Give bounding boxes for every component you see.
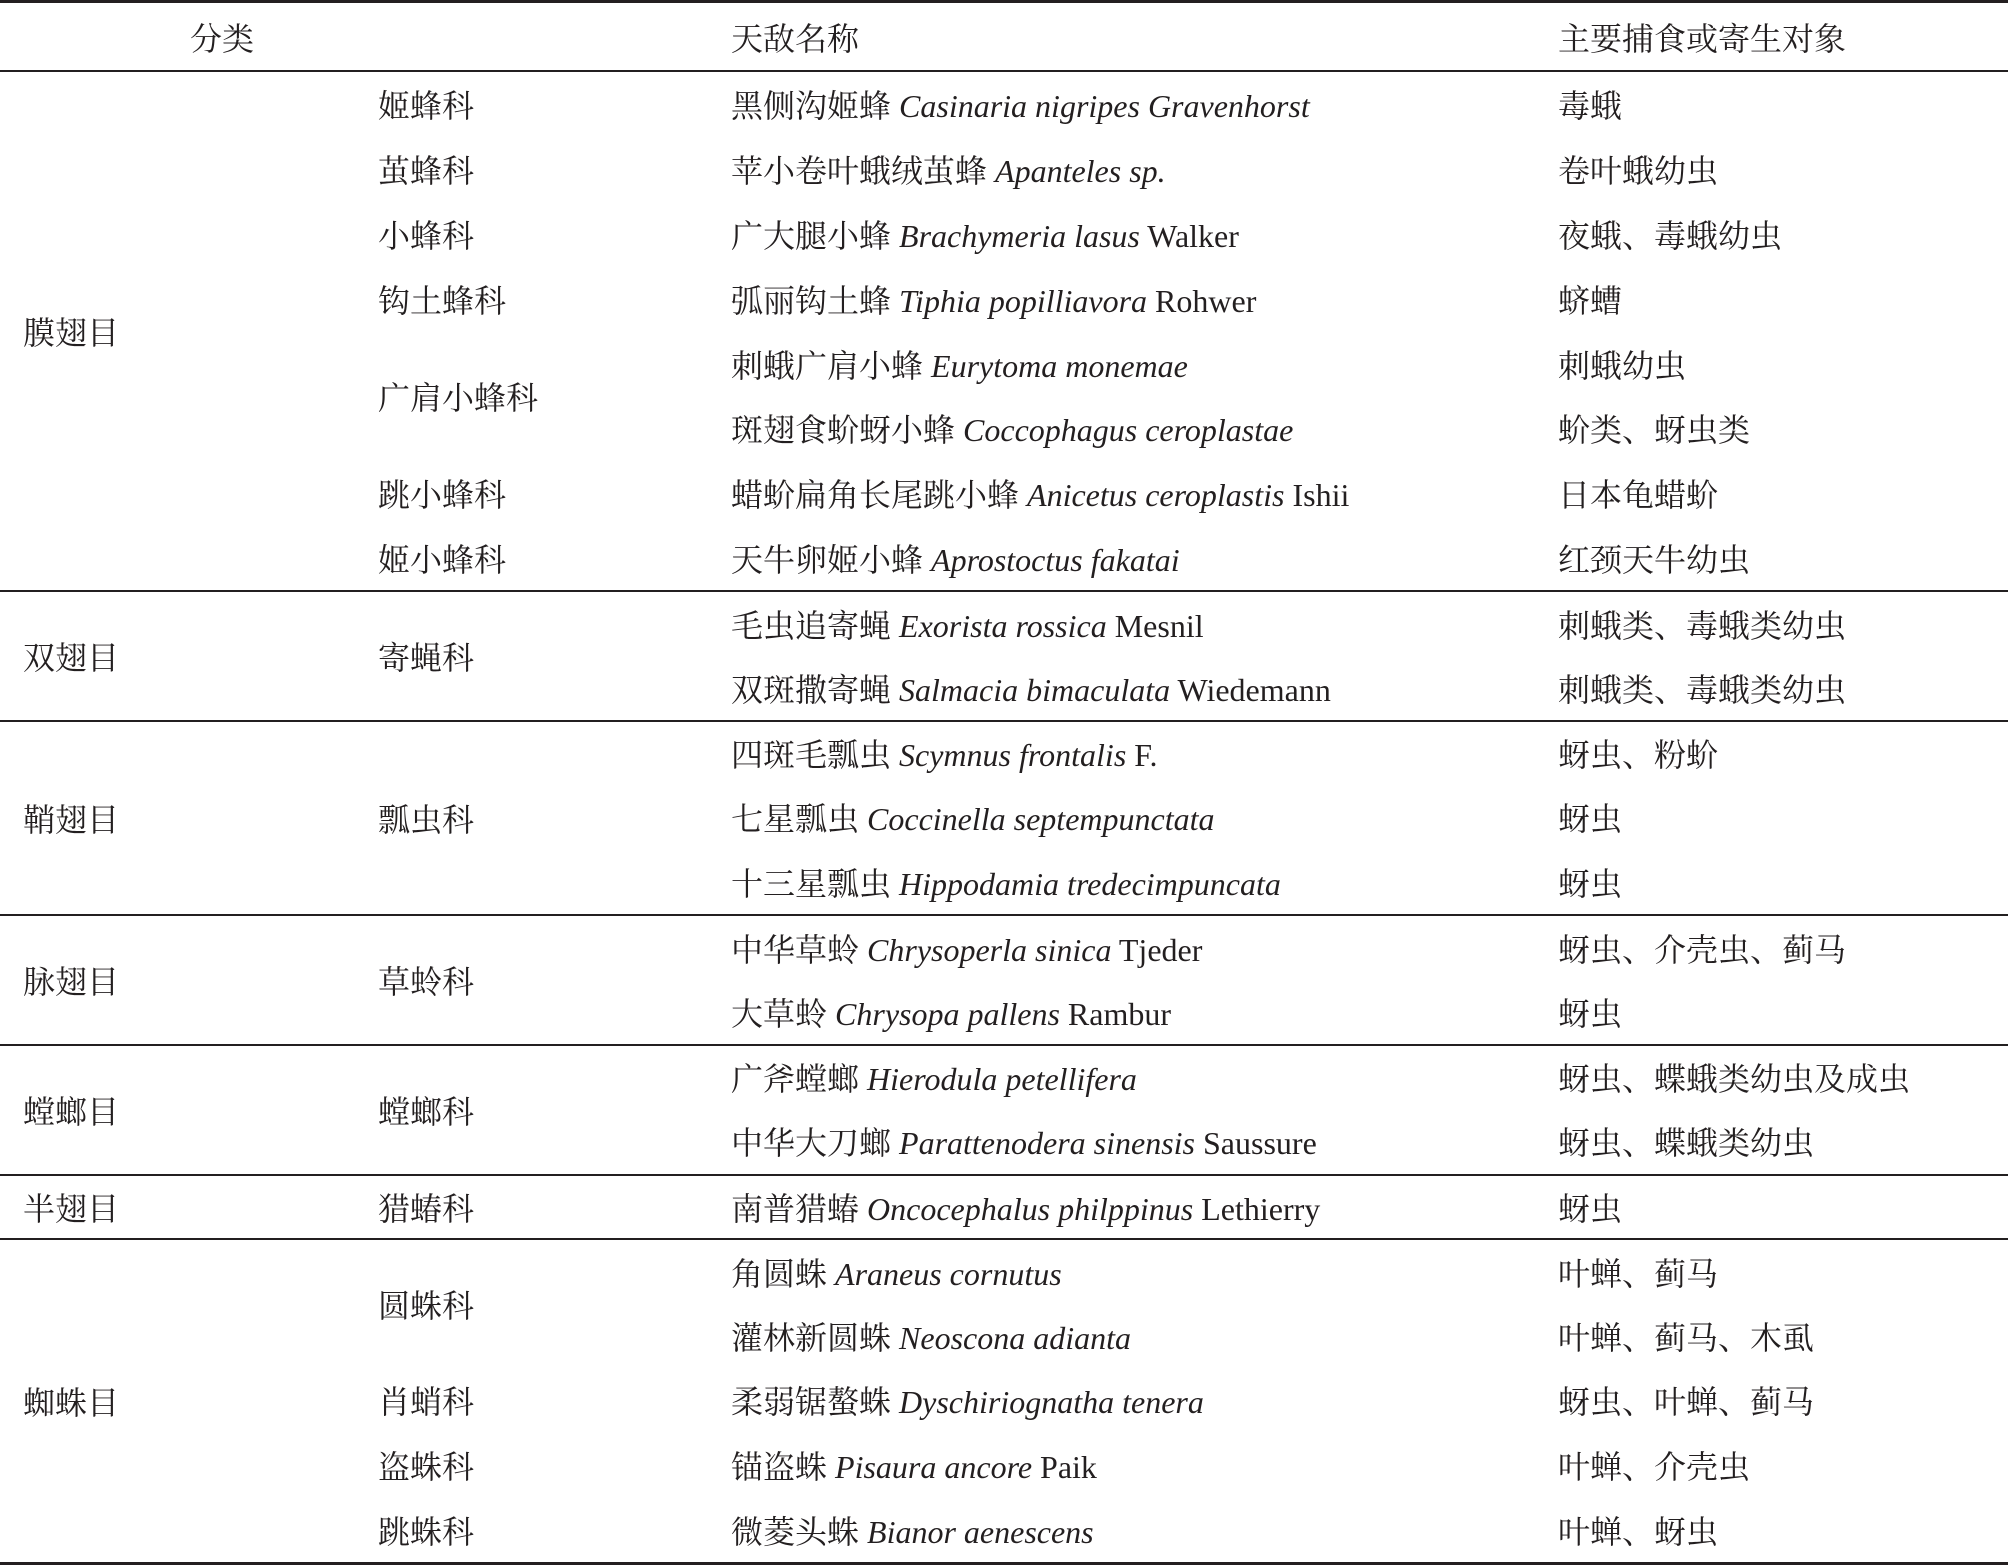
enemy-chinese-name: 刺蛾广肩小蜂 [731, 347, 924, 384]
family-cell: 寄蝇科 [355, 590, 708, 720]
enemy-name [731, 1118, 1317, 1164]
family-cell: 钩土蜂科 [378, 282, 507, 319]
enemy-name [731, 925, 1202, 971]
enemy-latin-name: Chrysopa pallens [835, 995, 1060, 1032]
target-cell: 蚜虫 [1558, 865, 1623, 902]
enemy-chinese-name: 七星瓢虫 [731, 801, 860, 838]
enemy-name [731, 1249, 1062, 1295]
enemy-name-cell [708, 655, 1535, 720]
family-cell: 肖蛸科 [378, 1384, 475, 1421]
enemy-latin-name: Coccinella septempunctata [867, 801, 1215, 838]
target-cell: 夜蛾、毒蛾幼虫 [1558, 217, 1783, 254]
enemy-name-cell [708, 850, 1535, 915]
target-cell: 蚜虫、叶蝉、蓟马 [1558, 1384, 1815, 1421]
enemy-name [731, 730, 1158, 776]
enemy-latin-name: Chrysoperla sinica [867, 931, 1112, 968]
enemy-name [731, 81, 1310, 127]
enemy-name [731, 146, 1166, 192]
enemy-latin-name: Tiphia popilliavora [899, 282, 1148, 319]
order-cell: 蜘蛛目 [0, 1238, 355, 1562]
enemy-name [731, 211, 1239, 257]
enemy-chinese-name: 广大腿小蜂 [731, 217, 892, 254]
target-cell: 蚜虫、介壳虫、蓟马 [1535, 914, 2008, 979]
enemy-latin-name: Hippodamia tredecimpuncata [899, 865, 1281, 902]
enemy-name-cell [708, 1044, 1535, 1109]
enemy-author: Walker [1147, 217, 1239, 254]
enemy-name [731, 859, 1281, 905]
header-category: 分类 [0, 3, 708, 72]
target-cell: 卷叶蛾幼虫 [1558, 153, 1719, 190]
enemy-chinese-name: 中华草蛉 [731, 931, 860, 968]
family-cell: 螳螂科 [355, 1044, 708, 1174]
target-cell: 蚧类、蚜虫类 [1558, 412, 1751, 449]
enemy-name [731, 1054, 1137, 1100]
enemy-latin-name: Neoscona adianta [899, 1319, 1131, 1356]
enemy-author: Paik [1040, 1449, 1097, 1486]
enemy-author: Tjeder [1118, 931, 1203, 968]
enemy-chinese-name: 柔弱锯螯蛛 [731, 1384, 892, 1421]
enemy-name [731, 470, 1349, 516]
target-cell: 日本龟蜡蚧 [1558, 477, 1719, 514]
enemy-latin-name: Hierodula petellifera [867, 1061, 1137, 1098]
family-cell: 茧蜂科 [378, 153, 475, 190]
enemy-name-cell [708, 1303, 1535, 1368]
enemy-latin-name: Oncocephalus philppinus [867, 1190, 1194, 1227]
target-cell: 蚜虫 [1535, 1174, 2008, 1239]
enemy-name-cell [708, 202, 1535, 267]
family-cell: 盗蛛科 [378, 1449, 475, 1486]
target-cell: 刺蛾幼虫 [1558, 347, 1687, 384]
enemy-name [731, 1313, 1131, 1359]
enemy-latin-name: Pisaura ancore [835, 1449, 1033, 1486]
target-cell: 蚜虫、蝶蛾类幼虫 [1558, 1125, 1815, 1162]
enemy-name-cell [708, 1368, 1535, 1433]
enemy-latin-name: Araneus cornutus [835, 1255, 1062, 1292]
enemy-chinese-name: 广斧螳螂 [731, 1061, 860, 1098]
enemy-name-cell [708, 590, 1535, 655]
target-cell: 毒蛾 [1558, 88, 1623, 125]
enemy-author: F. [1134, 737, 1158, 774]
enemy-chinese-name: 中华大刀螂 [731, 1125, 892, 1162]
order-cell: 脉翅目 [0, 914, 355, 1044]
family-cell: 圆蛛科 [355, 1238, 708, 1368]
enemy-chinese-name: 微菱头蛛 [731, 1513, 860, 1550]
enemy-latin-name: Eurytoma monemae [931, 347, 1188, 384]
target-cell: 刺蛾类、毒蛾类幼虫 [1535, 590, 2008, 655]
enemy-latin-name: Parattenodera sinensis [899, 1125, 1195, 1162]
enemy-latin-name: Exorista rossica [899, 607, 1107, 644]
enemy-name [731, 794, 1214, 840]
enemy-latin-name: Anicetus ceroplastis [1027, 477, 1285, 514]
enemy-chinese-name: 斑翅食蚧蚜小蜂 [731, 412, 956, 449]
enemy-name [731, 665, 1331, 711]
enemy-author: Rohwer [1155, 282, 1257, 319]
enemy-author: Lethierry [1201, 1190, 1321, 1227]
enemy-name [731, 341, 1188, 387]
enemy-name-cell [708, 1174, 1535, 1239]
enemy-name [731, 1377, 1204, 1423]
enemy-latin-name: Casinaria nigripes Gravenhorst [899, 88, 1310, 125]
enemy-name-cell [708, 137, 1535, 202]
target-cell: 叶蝉、介壳虫 [1558, 1449, 1751, 1486]
enemy-name [731, 989, 1171, 1035]
enemy-author: Ishii [1292, 477, 1350, 514]
enemy-name-cell [708, 396, 1535, 461]
enemy-latin-name: Dyschiriognatha tenera [899, 1384, 1204, 1421]
order-cell: 双翅目 [0, 590, 355, 720]
enemy-latin-name: Salmacia bimaculata [899, 671, 1171, 708]
enemy-chinese-name: 双斑撒寄蝇 [731, 671, 892, 708]
target-cell: 蚜虫 [1558, 801, 1623, 838]
enemy-name-cell [708, 266, 1535, 331]
enemy-name-cell [708, 526, 1535, 591]
enemy-name-cell [708, 331, 1535, 396]
enemy-name [731, 601, 1204, 647]
target-cell: 叶蝉、蓟马、木虱 [1558, 1319, 1815, 1356]
enemy-name-cell [708, 720, 1535, 785]
enemy-name [731, 276, 1256, 322]
enemy-name-cell [708, 72, 1535, 137]
header-target: 主要捕食或寄生对象 [1535, 3, 2008, 72]
order-cell: 膜翅目 [23, 315, 120, 352]
enemy-name [731, 1507, 1094, 1553]
enemy-name-cell [708, 979, 1535, 1044]
enemy-chinese-name: 天牛卵姬小蜂 [731, 541, 924, 578]
target-cell: 蛴螬 [1558, 282, 1623, 319]
enemy-latin-name: Apanteles sp. [995, 153, 1166, 190]
header-enemy-name: 天敌名称 [708, 3, 1535, 72]
enemy-chinese-name: 苹小卷叶蛾绒茧蜂 [731, 153, 988, 190]
enemy-chinese-name: 黑侧沟姬蜂 [731, 88, 892, 125]
enemy-latin-name: Brachymeria lasus [899, 217, 1140, 254]
enemy-name-cell [708, 1498, 1535, 1563]
target-cell: 叶蝉、蚜虫 [1558, 1513, 1719, 1550]
enemy-latin-name: Scymnus frontalis [899, 737, 1127, 774]
enemy-chinese-name: 南普猎蝽 [731, 1190, 860, 1227]
enemy-name-cell [708, 1433, 1535, 1498]
enemy-name-cell [708, 461, 1535, 526]
family-cell: 小蜂科 [378, 217, 475, 254]
enemy-chinese-name: 大草蛉 [731, 995, 828, 1032]
enemy-author: Rambur [1067, 995, 1171, 1032]
enemy-chinese-name: 角圆蛛 [731, 1255, 828, 1292]
enemy-name [731, 1184, 1320, 1230]
enemy-latin-name: Coccophagus ceroplastae [963, 412, 1294, 449]
enemy-chinese-name: 四斑毛瓢虫 [731, 737, 892, 774]
target-cell: 叶蝉、蓟马 [1535, 1238, 2008, 1303]
enemy-name-cell [708, 1238, 1535, 1303]
enemy-chinese-name: 锚盗蛛 [731, 1449, 828, 1486]
order-cell: 鞘翅目 [0, 720, 355, 914]
enemy-latin-name: Aprostoctus fakatai [931, 541, 1180, 578]
enemy-name [731, 535, 1180, 581]
enemy-name-cell [708, 1109, 1535, 1174]
target-cell: 红颈天牛幼虫 [1558, 541, 1751, 578]
target-cell: 蚜虫 [1558, 995, 1623, 1032]
family-cell: 跳蛛科 [378, 1513, 475, 1550]
enemy-author: Saussure [1203, 1125, 1317, 1162]
family-cell: 姬蜂科 [378, 88, 475, 125]
family-cell: 瓢虫科 [355, 720, 708, 914]
target-cell: 蚜虫、粉蚧 [1535, 720, 2008, 785]
enemy-name-cell [708, 785, 1535, 850]
target-cell: 蚜虫、蝶蛾类幼虫及成虫 [1535, 1044, 2008, 1109]
enemy-chinese-name: 蜡蚧扁角长尾跳小蜂 [731, 477, 1020, 514]
enemy-chinese-name: 弧丽钩土蜂 [731, 282, 892, 319]
enemy-chinese-name: 灌林新圆蛛 [731, 1319, 892, 1356]
family-cell: 姬小蜂科 [378, 541, 507, 578]
enemy-author: Wiedemann [1177, 671, 1331, 708]
family-cell: 广肩小蜂科 [378, 379, 539, 416]
family-cell: 草蛉科 [355, 914, 708, 1044]
enemy-chinese-name: 十三星瓢虫 [731, 865, 892, 902]
order-cell: 半翅目 [0, 1174, 355, 1239]
enemy-name-cell [708, 914, 1535, 979]
family-cell: 跳小蜂科 [378, 477, 507, 514]
enemy-name [731, 1442, 1097, 1488]
target-cell: 刺蛾类、毒蛾类幼虫 [1558, 671, 1847, 708]
order-cell: 螳螂目 [0, 1044, 355, 1174]
enemy-name [731, 405, 1293, 451]
enemy-latin-name: Bianor aenescens [867, 1513, 1094, 1550]
family-cell: 猎蝽科 [355, 1174, 708, 1239]
enemy-chinese-name: 毛虫追寄蝇 [731, 607, 892, 644]
enemy-author: Mesnil [1114, 607, 1204, 644]
